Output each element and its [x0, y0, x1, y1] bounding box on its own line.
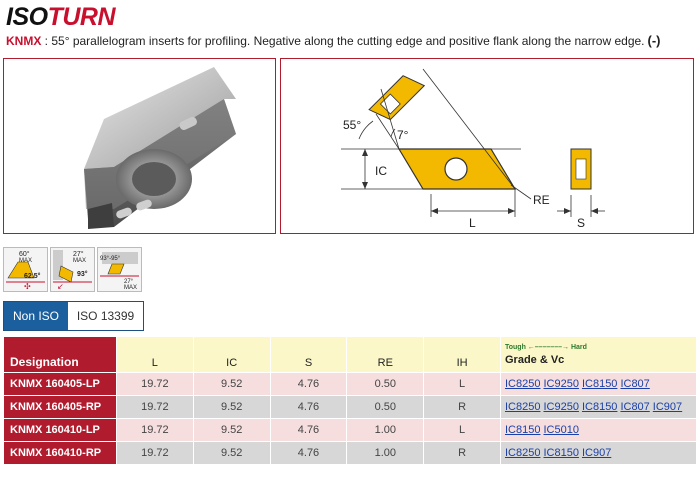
header-re: RE — [347, 337, 424, 373]
cell-ic: 9.52 — [193, 419, 270, 442]
cell-designation: KNMX 160410-LP — [4, 419, 117, 442]
header-grade — [500, 337, 696, 373]
angle-label: 55° — [343, 118, 362, 132]
cell-ic: 9.52 — [193, 396, 270, 419]
cell-s: 4.76 — [270, 442, 347, 465]
cell-grades — [500, 396, 696, 419]
cell-designation: KNMX 160405-RP — [4, 396, 117, 419]
cell-re: 0.50 — [347, 396, 424, 419]
grade-link[interactable]: IC907 — [581, 447, 612, 459]
svg-text:60°: 60° — [19, 251, 30, 258]
insert-photo-icon — [4, 59, 275, 233]
cell-ic: 9.52 — [193, 373, 270, 396]
table-row[interactable] — [4, 373, 697, 396]
profiling-27-icon[interactable] — [50, 247, 95, 292]
cell-ih: L — [424, 373, 501, 396]
header-ih: IH — [424, 337, 501, 373]
cell-ih: L — [424, 419, 501, 442]
cell-designation: KNMX 160405-LP — [4, 373, 117, 396]
cell-ih: R — [424, 396, 501, 419]
dim-l-label: L — [469, 216, 476, 230]
cell-grades — [500, 442, 696, 465]
profiling-93-95-icon[interactable] — [97, 247, 142, 292]
cell-designation: KNMX 160410-RP — [4, 442, 117, 465]
cell-s: 4.76 — [270, 396, 347, 419]
svg-text:27°: 27° — [73, 251, 84, 258]
grade-link[interactable]: IC807 — [620, 378, 650, 390]
insert-spec-table — [3, 336, 697, 465]
standard-toggle — [3, 301, 144, 331]
tough-hard-scale: Tough ←–––––––→ Hard — [504, 343, 587, 351]
table-row[interactable] — [4, 442, 697, 465]
grade-link[interactable]: IC8250 — [504, 447, 541, 459]
cell-ih: R — [424, 442, 501, 465]
application-icons — [3, 247, 142, 292]
dim-ic-label: IC — [375, 164, 387, 178]
page-subtitle — [6, 33, 661, 48]
cell-ic: 9.52 — [193, 442, 270, 465]
cell-l: 19.72 — [116, 419, 193, 442]
grade-link[interactable]: IC8250 — [504, 378, 541, 390]
product-code: KNMX — [6, 34, 42, 48]
non-iso-tab[interactable]: Non ISO — [4, 302, 68, 330]
header-designation: Designation — [4, 337, 117, 373]
svg-text:93°: 93° — [77, 271, 88, 278]
table-row[interactable] — [4, 419, 697, 442]
cell-grades — [500, 419, 696, 442]
svg-text:MAX: MAX — [124, 285, 138, 291]
product-description: : 55° parallelogram inserts for profiling. Negative along the cutting edge and positive flank along the narrow edge. — [41, 34, 645, 48]
iso-13399-tab[interactable]: ISO 13399 — [68, 302, 143, 330]
svg-text:↙: ↙ — [57, 282, 64, 291]
insert-photo-panel — [3, 58, 276, 234]
table-row[interactable] — [4, 396, 697, 419]
svg-text:62.5°: 62.5° — [24, 273, 41, 280]
svg-text:MAX: MAX — [19, 258, 33, 264]
grade-link[interactable]: IC8150 — [543, 447, 579, 459]
cell-l: 19.72 — [116, 442, 193, 465]
dim-s-label: S — [577, 216, 586, 230]
header-l: L — [116, 337, 193, 373]
grade-link[interactable]: IC8150 — [504, 424, 541, 436]
dim-re-label: RE — [533, 193, 550, 207]
technical-drawing-panel — [280, 58, 694, 234]
cell-l: 19.72 — [116, 373, 193, 396]
brand-logo — [6, 4, 115, 30]
grade-link[interactable]: IC5010 — [543, 424, 579, 436]
cell-re: 1.00 — [347, 442, 424, 465]
cell-s: 4.76 — [270, 373, 347, 396]
svg-text:MAX: MAX — [73, 258, 87, 264]
header-s: S — [270, 337, 347, 373]
clearance-label: 7° — [397, 128, 409, 142]
logo-text-iso: ISO — [6, 3, 48, 31]
logo-text-turn: TURN — [47, 3, 116, 31]
cell-grades — [500, 373, 696, 396]
grade-link[interactable]: IC807 — [620, 401, 650, 413]
cell-re: 1.00 — [347, 419, 424, 442]
grade-vc-label: Grade & Vc — [504, 353, 565, 366]
grade-link[interactable]: IC8150 — [581, 401, 618, 413]
cell-re: 0.50 — [347, 373, 424, 396]
svg-text:✣: ✣ — [24, 282, 31, 291]
grade-link[interactable]: IC9250 — [543, 401, 579, 413]
grade-link[interactable]: IC8150 — [581, 378, 618, 390]
grade-link[interactable]: IC8250 — [504, 401, 541, 413]
grade-link[interactable]: IC9250 — [543, 378, 579, 390]
svg-text:93°-95°: 93°-95° — [100, 256, 121, 262]
profiling-60-icon[interactable] — [3, 247, 48, 292]
insert-dimension-drawing — [281, 59, 693, 233]
cell-s: 4.76 — [270, 419, 347, 442]
grade-link[interactable]: IC907 — [652, 401, 683, 413]
rake-symbol: (-) — [647, 33, 661, 48]
cell-l: 19.72 — [116, 396, 193, 419]
header-ic: IC — [193, 337, 270, 373]
svg-text:27°: 27° — [124, 279, 134, 285]
